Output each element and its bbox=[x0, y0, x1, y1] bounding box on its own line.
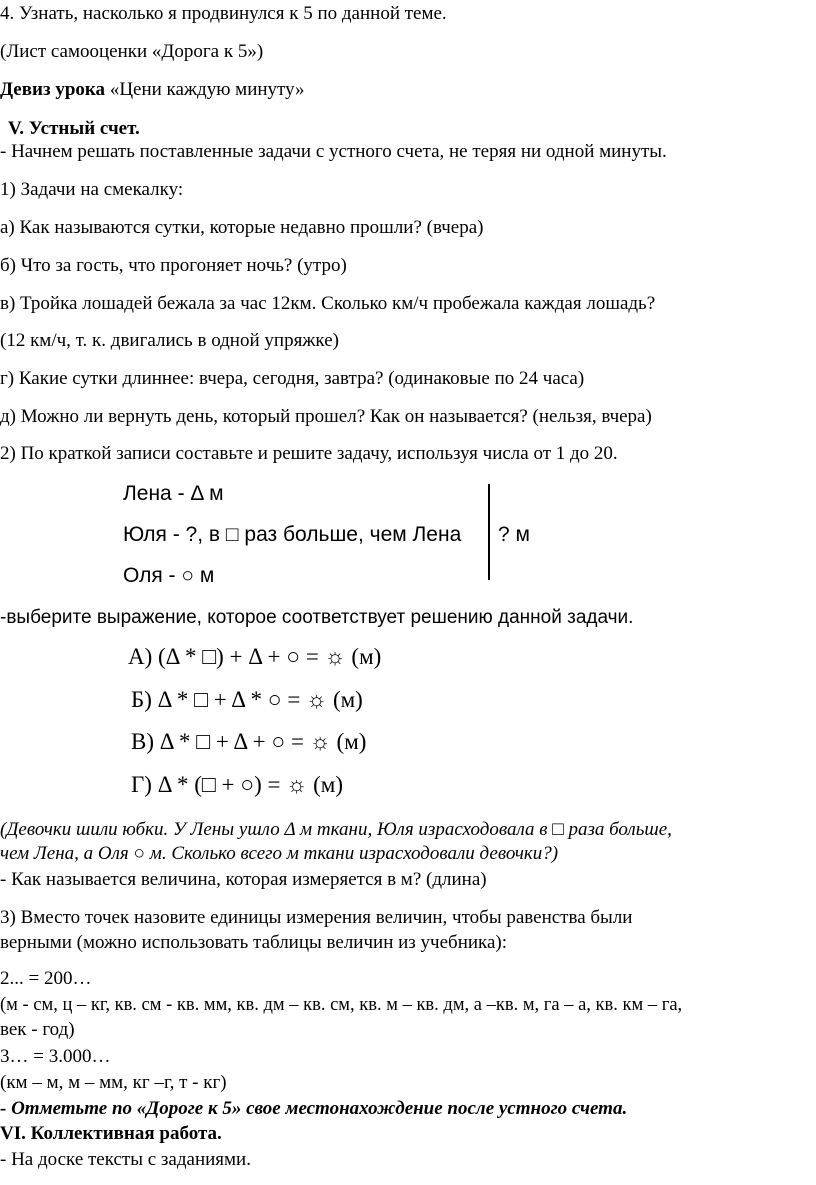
story-line-1: (Девочки шили юбки. У Лены ушло Δ м ткани, Юля израсходовала в □ раза больше, bbox=[0, 819, 672, 840]
brief-brace-line bbox=[488, 484, 490, 580]
brief-lena: Лена - Δ м bbox=[123, 482, 224, 505]
board-tasks-note: - На доске тексты с заданиями. bbox=[0, 1149, 251, 1170]
section-heading-vi: VI. Коллективная работа. bbox=[0, 1123, 222, 1144]
riddles-heading: 1) Задачи на смекалку: bbox=[0, 179, 184, 200]
section-heading-v: V. Устный счет. bbox=[8, 118, 140, 139]
riddle-g: г) Какие сутки длиннее: вчера, сегодня, завтра? (одинаковые по 24 часа) bbox=[0, 368, 585, 389]
quantity-question: - Как называется величина, которая измеряется в м? (длина) bbox=[0, 869, 487, 890]
brief-olya: Оля - ○ м bbox=[123, 564, 215, 587]
equation-2-answers: (км – м, м – мм, кг –г, т - кг) bbox=[0, 1072, 227, 1093]
self-mark-instruction: - Отметьте по «Дороге к 5» свое местонахождение после устного счета. bbox=[0, 1098, 628, 1119]
option-g: Г) Δ * (□ + ○) = ☼ (м) bbox=[131, 772, 343, 797]
riddle-d: д) Можно ли вернуть день, который прошел? Как он называется? (нельзя, вчера) bbox=[0, 406, 652, 427]
brief-yulya: Юля - ?, в □ раз больше, чем Лена bbox=[123, 523, 462, 546]
oral-count-intro: - Начнем решать поставленные задачи с устного счета, не теряя ни одной минуты. bbox=[0, 141, 667, 162]
motto-label: Девиз урока bbox=[0, 79, 106, 100]
choose-expression: -выберите выражение, которое соответствует решению данной задачи. bbox=[0, 607, 634, 628]
story-line-2: чем Лена, а Оля ○ м. Сколько всего м ткани израсходовали девочки?) bbox=[0, 843, 559, 864]
equation-1-answers-cont: век - год) bbox=[0, 1019, 75, 1040]
brief-question: ? м bbox=[498, 523, 530, 546]
self-assessment-note: (Лист самооценки «Дорога к 5») bbox=[0, 41, 264, 62]
riddle-b: б) Что за гость, что прогоняет ночь? (утро) bbox=[0, 255, 347, 276]
equation-1: 2... = 200… bbox=[0, 968, 92, 989]
motto-text: «Цени каждую минуту» bbox=[105, 79, 305, 100]
option-v: В) Δ * □ + Δ + ○ = ☼ (м) bbox=[131, 729, 367, 754]
lesson-motto bbox=[0, 78, 305, 102]
option-a: А) (Δ * □) + Δ + ○ = ☼ (м) bbox=[128, 644, 382, 669]
equation-2: 3… = 3.000… bbox=[0, 1046, 111, 1067]
equation-1-answers: (м - см, ц – кг, кв. см - кв. мм, кв. дм – кв. см, кв. м – кв. дм, а –кв. м, га – а, кв. км – га, bbox=[0, 995, 683, 1015]
task-2-heading: 2) По краткой записи составьте и решите задачу, используя числа от 1 до 20. bbox=[0, 443, 618, 464]
riddle-a: а) Как называются сутки, которые недавно прошли? (вчера) bbox=[0, 217, 484, 238]
riddle-v: в) Тройка лошадей бежала за час 12км. Сколько км/ч пробежала каждая лошадь? bbox=[0, 293, 656, 314]
task-3-heading: 3) Вместо точек назовите единицы измерения величин, чтобы равенства были bbox=[0, 907, 633, 928]
goal-item-4: 4. Узнать, насколько я продвинулся к 5 по данной теме. bbox=[0, 3, 447, 24]
option-b: Б) Δ * □ + Δ * ○ = ☼ (м) bbox=[131, 687, 363, 712]
task-3-heading-cont: верными (можно использовать таблицы величин из учебника): bbox=[0, 932, 508, 953]
riddle-v-answer: (12 км/ч, т. к. двигались в одной упряжке) bbox=[0, 330, 339, 351]
